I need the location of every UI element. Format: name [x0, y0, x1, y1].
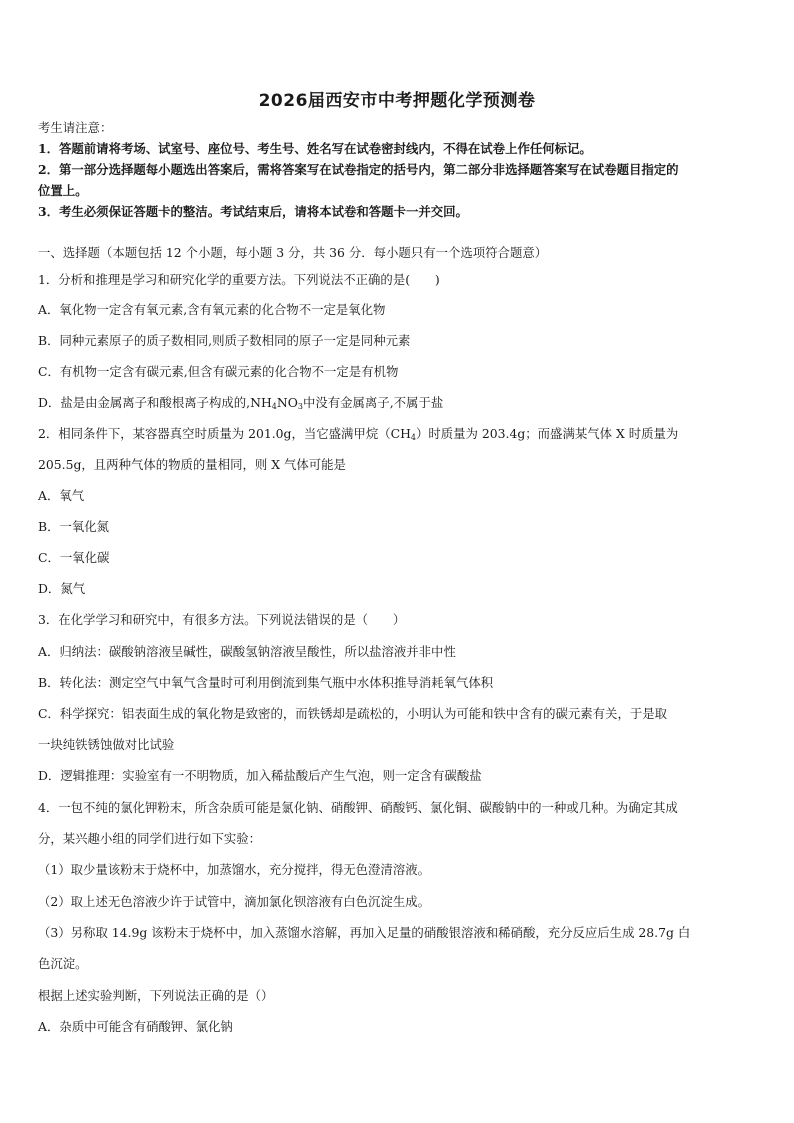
q3-option-b: B．转化法：测定空气中氧气含量时可利用倒流到集气瓶中水体积推导消耗氧气体积 [38, 675, 494, 690]
q1-d-text-1: D．盐是由金属离子和酸根离子构成的,NH [38, 395, 272, 410]
q2-stem-line-2: 205.5g，且两种气体的物质的量相同，则 X 气体可能是 [38, 457, 346, 472]
q2-stem-text-1: 2．相同条件下，某容器真空时质量为 201.0g，当它盛满甲烷（CH [38, 426, 411, 441]
notice-item-2-line-2: 位置上。 [38, 183, 88, 198]
q3-option-c-line-2: 一块纯铁锈蚀做对比试验 [38, 737, 175, 752]
notice-item-2-line-1: 2．第一部分选择题每小题选出答案后，需将答案写在试卷指定的括号内，第二部分非选择题答案写在试卷题目指定的 [38, 162, 679, 177]
q3-option-a: A．归纳法：碳酸钠溶液呈碱性，碳酸氢钠溶液呈酸性，所以盐溶液并非中性 [38, 644, 456, 659]
q2-option-a: A．氧气 [38, 488, 85, 503]
q1-option-a: A．氧化物一定含有氧元素,含有氧元素的化合物不一定是氧化物 [38, 302, 386, 317]
q3-stem: 3．在化学学习和研究中，有很多方法。下列说法错误的是（ ） [38, 612, 406, 627]
q1-d-text-3: 中没有金属离子,不属于盐 [302, 395, 444, 410]
q3-option-d: D．逻辑推理：实验室有一不明物质，加入稀盐酸后产生气泡，则一定含有碳酸盐 [38, 768, 482, 783]
q4-step-3-line-1: （3）另称取 14.9g 该粉末于烧杯中，加入蒸馏水溶解，再加入足量的硝酸银溶液和稀硝酸，充分反应后生成 28.7g 白 [38, 925, 691, 940]
q3-option-c-line-1: C．科学探究：铝表面生成的氧化物是致密的，而铁锈却是疏松的，小明认为可能和铁中含有的碳元素有关，于是取 [38, 706, 668, 721]
q2-stem-sub: 4 [410, 433, 416, 442]
q4-step-2: （2）取上述无色溶液少许于试管中，滴加氯化钡溶液有白色沉淀生成。 [38, 894, 430, 909]
q2-stem-text-2: ）时质量为 203.4g；而盛满某气体 X 时质量为 [415, 426, 679, 441]
q1-option-c: C．有机物一定含有碳元素,但含有碳元素的化合物不一定是有机物 [38, 364, 399, 379]
q4-judge: 根据上述实验判断，下列说法正确的是（） [38, 988, 274, 1003]
q1-option-b: B．同种元素原子的质子数相同,则质子数相同的原子一定是同种元素 [38, 333, 411, 348]
q4-stem-line-2: 分，某兴趣小组的同学们进行如下实验： [38, 831, 262, 846]
q2-option-c: C．一氧化碳 [38, 550, 110, 565]
page-title: 2026届西安市中考押题化学预测卷 [258, 91, 536, 111]
q1-stem: 1．分析和推理是学习和研究化学的重要方法。下列说法不正确的是( ) [38, 272, 440, 287]
q4-stem-line-1: 4．一包不纯的氯化钾粉末，所含杂质可能是氯化钠、硝酸钾、硝酸钙、氯化铜、碳酸钠中的一种或几种。为确定其成 [38, 800, 678, 815]
q4-option-a: A．杂质中可能含有硝酸钾、氯化钠 [38, 1019, 233, 1034]
notice-item-3: 3．考生必须保证答题卡的整洁。考试结束后，请将本试卷和答题卡一并交回。 [38, 204, 468, 219]
q1-d-sub-1: 4 [271, 402, 277, 411]
q1-option-d [38, 395, 443, 411]
q2-option-d: D．氮气 [38, 581, 86, 596]
q1-d-sub-2: 3 [297, 402, 303, 411]
section-heading: 一、选择题（本题包括 12 个小题，每小题 3 分，共 36 分．每小题只有一个选项符合题意） [38, 245, 548, 260]
q4-step-3-line-2: 色沉淀。 [38, 956, 88, 971]
q2-option-b: B．一氧化氮 [38, 519, 110, 534]
notice-item-1: 1．答题前请将考场、试室号、座位号、考生号、姓名写在试卷密封线内，不得在试卷上作任何标记。 [38, 141, 592, 156]
q1-d-text-2: NO [276, 395, 298, 410]
q4-step-1: （1）取少量该粉末于烧杯中，加蒸馏水，充分搅拌，得无色澄清溶液。 [38, 862, 430, 877]
notice-heading: 考生请注意： [38, 120, 113, 135]
q2-stem-line-1 [38, 426, 678, 442]
